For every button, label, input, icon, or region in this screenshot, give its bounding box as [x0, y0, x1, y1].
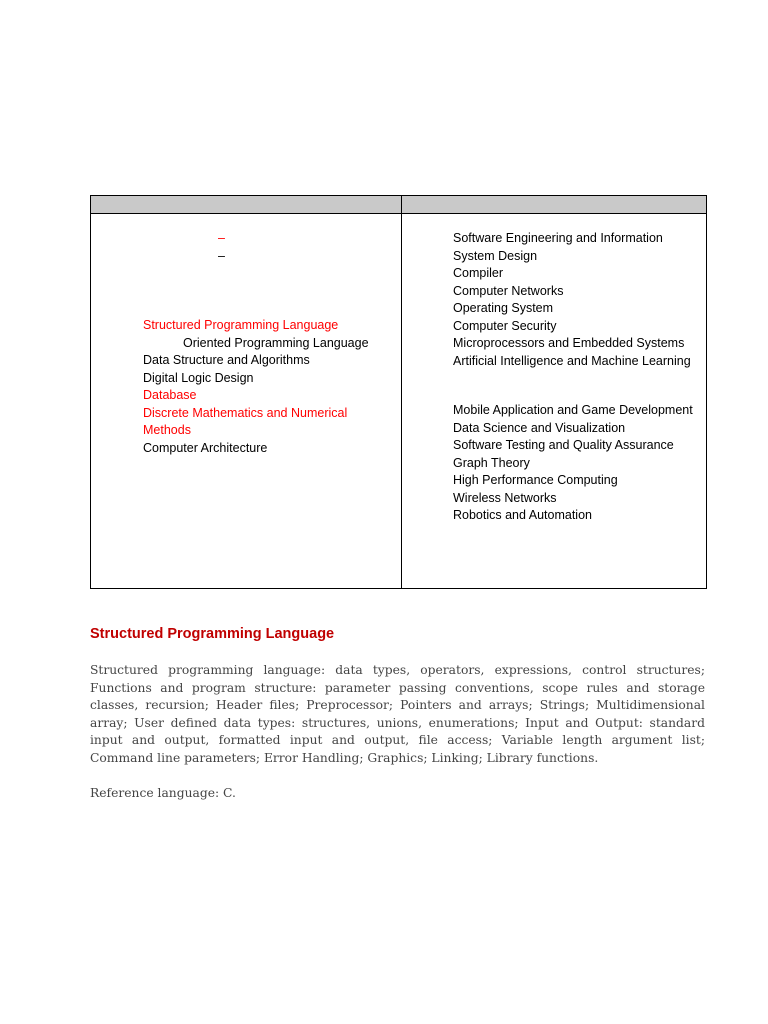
list-item: Discrete Mathematics and Numerical Methods — [143, 405, 348, 437]
list-item: – — [218, 231, 225, 245]
list-item: Software Engineering and Information — [453, 231, 663, 245]
list-item: Microprocessors and Embedded Systems — [453, 336, 685, 350]
list-item: Data Science and Visualization — [453, 420, 626, 435]
right-course-cell — [453, 230, 707, 525]
reference-language: Reference language: C. — [90, 786, 236, 800]
list-item: Computer Security — [453, 318, 557, 333]
list-item: Structured Programming Language — [143, 318, 339, 332]
list-item: High Performance Computing — [453, 473, 618, 487]
list-item: Wireless Networks — [453, 490, 557, 505]
list-item: Mobile Application and Game Development — [453, 403, 693, 417]
list-item: Data Structure and Algorithms — [143, 353, 310, 367]
list-item: Robotics and Automation — [453, 508, 592, 522]
section-title: Structured Programming Language — [90, 626, 335, 642]
list-item: Computer Architecture — [143, 440, 268, 455]
list-item: Digital Logic Design — [143, 370, 254, 385]
column-divider — [401, 196, 402, 588]
list-item: Oriented Programming Language — [183, 335, 369, 350]
list-item: Software Testing and Quality Assurance — [453, 438, 674, 452]
list-item: Compiler — [453, 266, 504, 280]
section-body: Structured programming language: data types, operators, expressions, control structures; Functions and program structure: parameter passing conventions, scope rules and storage classes, recursion; Header files; Preprocessor; Pointers and arrays; Strings; Multidimensional array; User defined data types: structures, unions, enumerations; Input and Output: standard input and output, formatted input and output, file access; Variable length argument list; Command line parameters; Error Handling; Graphics; Linking; Library functions. — [90, 663, 705, 765]
list-item: Graph Theory — [453, 455, 530, 470]
list-item: Artificial Intelligence and Machine Learning — [453, 353, 691, 368]
table-header-row — [91, 196, 706, 214]
list-item: Computer Networks — [453, 283, 564, 298]
course-table — [90, 195, 707, 589]
list-item: Operating System — [453, 301, 554, 315]
left-course-cell — [143, 230, 393, 457]
list-item: Database — [143, 388, 197, 402]
list-item: – — [218, 248, 225, 263]
list-item: System Design — [453, 248, 538, 263]
